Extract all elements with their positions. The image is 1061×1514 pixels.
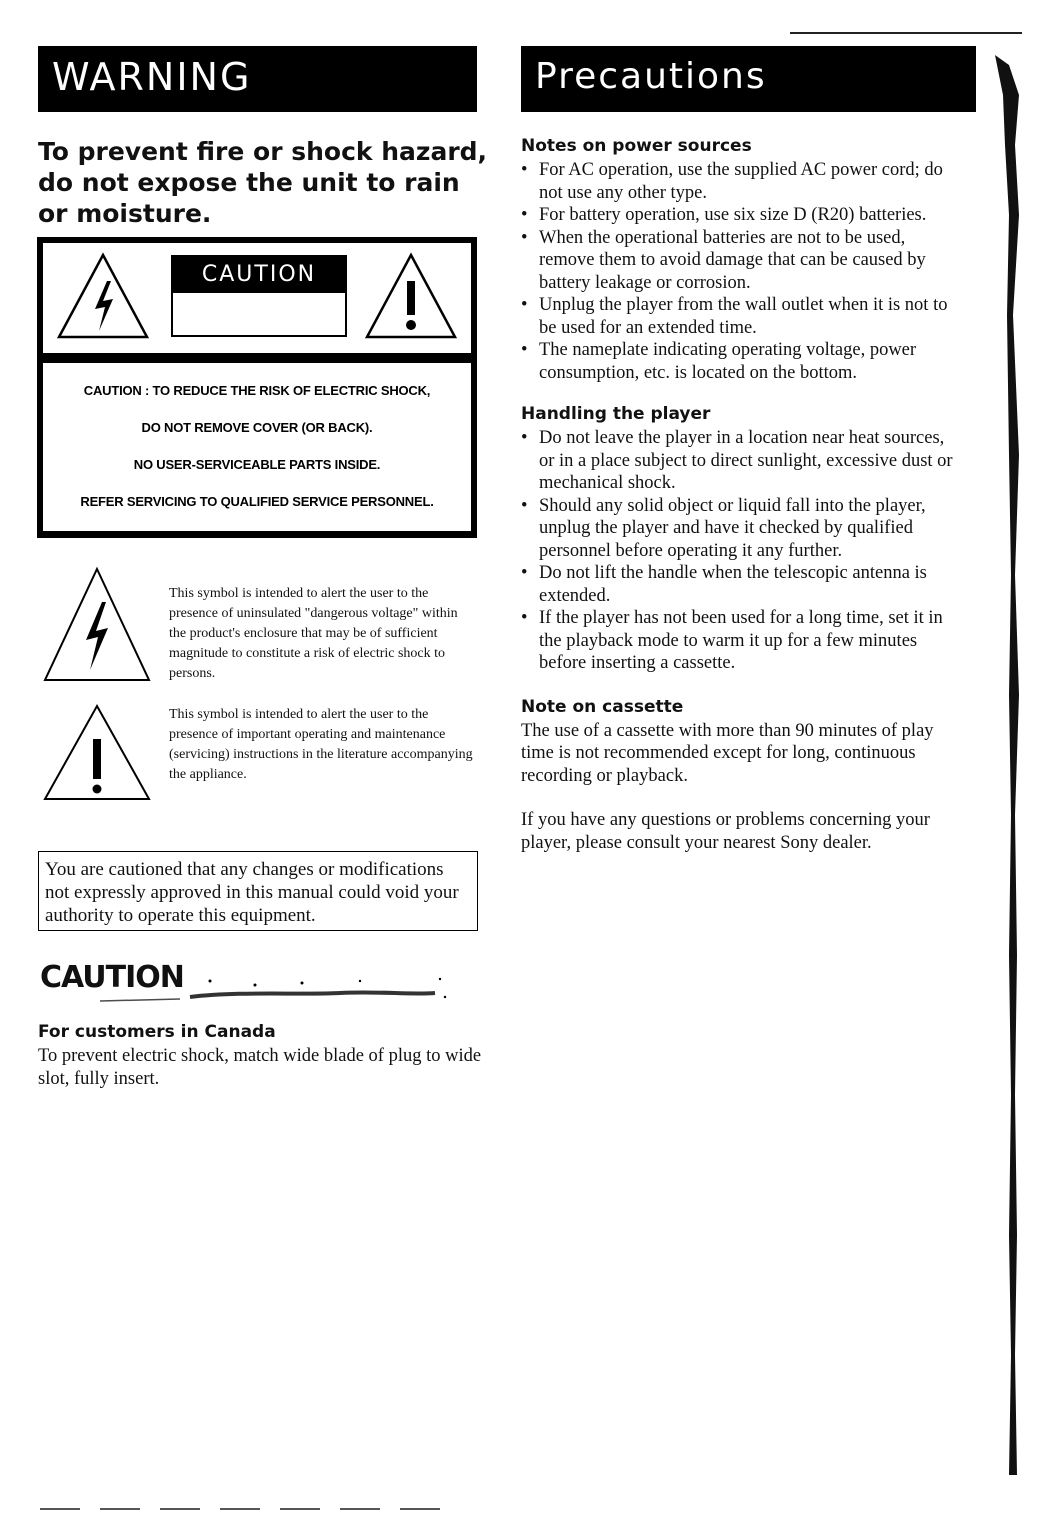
modification-notice-text: You are cautioned that any changes or modifications not expressly approved in this manual could void your authority to operate this equipment. [45,859,459,926]
canada-text: To prevent electric shock, match wide blade of plug to wide slot, fully insert. [38,1046,482,1089]
handling-item: • If the player has not been used for a long time, set it in the playback mode to warm it up for a few minutes before inserting a cassette. [521,607,961,675]
handling-item: • Do not lift the handle when the telescopic antenna is extended. [521,562,961,607]
smudge-scan-artifact [40,975,460,1005]
precautions-banner [521,46,976,112]
caution-panel-sub2: DO NOT OPEN [223,310,294,321]
warning-banner [38,46,477,112]
warning-title: WARNING [52,55,252,99]
scan-edge-artifact [975,55,1025,1475]
precautions-content [521,136,961,854]
closing-text: If you have any questions or problems concerning your player, please consult your nearest Sony dealer. [521,810,930,853]
power-item: • Unplug the player from the wall outlet when it is not to be used for an extended time. [521,294,961,339]
canada-heading: For customers in Canada [38,1022,276,1042]
caution-text-panel [43,363,471,531]
cassette-text: The use of a cassette with more than 90 minutes of play time is not recommended except for long, continuous recording or playback. [521,720,934,786]
lightning-symbol-icon [42,566,152,684]
exclamation-symbol-icon [42,703,152,803]
symbol2-text: This symbol is intended to alert the user to the presence of important operating and maintenance (servicing) instructions in the literature accompanying the appliance. [169,707,473,782]
power-list [521,159,961,384]
power-item: • For AC operation, use the supplied AC power cord; do not use any other type. [521,159,961,204]
caution-panel-sub1: RISK OF ELECTRIC SHOCK [192,297,326,308]
handling-heading: Handling the player [521,404,711,424]
top-rule [790,32,1022,34]
caution-panel [171,255,347,337]
lightning-triangle-icon [55,251,151,343]
symbol1-text: This symbol is intended to alert the user to the presence of uninsulated "dangerous voltage" within the product's enclosure that may be of sufficient magnitude to constitute a risk of electric shock to persons. [169,586,458,681]
modification-notice [38,851,478,931]
caution-panel-title: CAUTION [173,257,345,293]
caution-line-3: NO USER-SERVICEABLE PARTS INSIDE. [133,457,381,472]
caution-line-1: CAUTION : TO REDUCE THE RISK OF ELECTRIC SHOCK, [83,383,431,398]
power-item: • The nameplate indicating operating voltage, power consumption, etc. is located on the bottom. [521,339,961,384]
handling-list [521,427,961,675]
handling-item: • Should any solid object or liquid fall into the player, unplug the player and have it checked by qualified personnel before operating it any further. [521,495,961,563]
precautions-title: Precautions [535,56,767,97]
caution-line-2: DO NOT REMOVE COVER (OR BACK). [141,420,373,435]
cassette-heading: Note on cassette [521,696,684,717]
caution-line-4: REFER SERVICING TO QUALIFIED SERVICE PERSONNEL. [80,494,434,509]
bottom-scan-marks [40,1508,460,1510]
handling-item: • Do not leave the player in a location near heat sources, or in a place subject to direct sunlight, excessive dust or mechanical shock. [521,427,961,495]
exclamation-triangle-icon [363,251,459,343]
warning-headline: To prevent fire or shock hazard, do not expose the unit to rain or moisture. [38,137,488,228]
power-heading: Notes on power sources [521,136,752,156]
power-item: • For battery operation, use six size D (R20) batteries. [521,204,961,227]
power-item: • When the operational batteries are not to be used, remove them to avoid damage that can be caused by battery leakage or corrosion. [521,227,961,295]
caution-word: CAUTION [40,960,184,995]
caution-label [37,237,477,538]
